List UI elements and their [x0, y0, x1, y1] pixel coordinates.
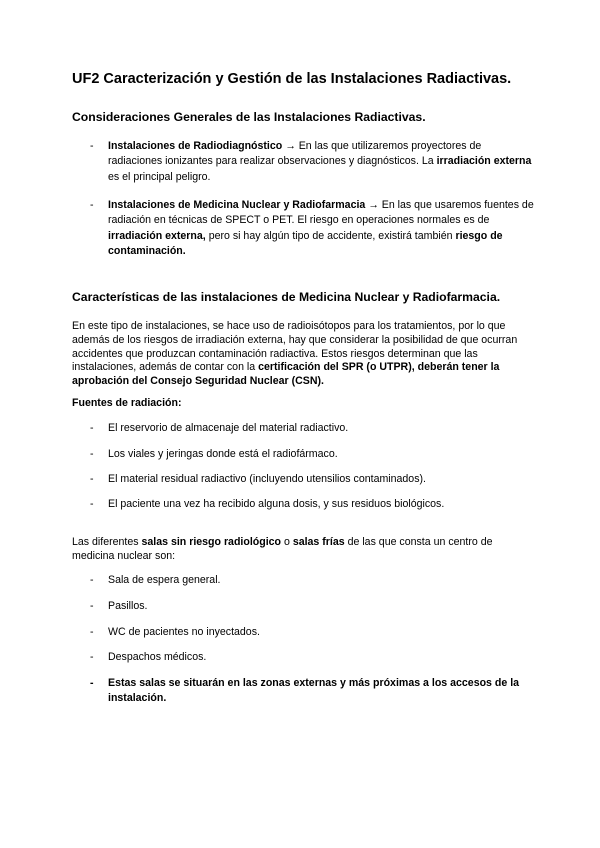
rooms-intro-paragraph: Las diferentes salas sin riesgo radiológico o salas frías de las que consta un centro de medicina nuclear son: [72, 536, 493, 562]
list-dash: - [90, 626, 94, 638]
room-note-item: - Estas salas se situarán en las zonas externas y más próximas a los accesos de la instalación. [90, 677, 520, 705]
list-dash: - [90, 574, 94, 586]
room-item: - Despachos médicos. [72, 650, 534, 665]
list-item-medicina-nuclear [72, 198, 534, 260]
section1-heading: Consideraciones Generales de las Instalaciones Radiactivas. [72, 110, 426, 124]
list-dash: - [90, 199, 94, 211]
room-item: - Pasillos. [72, 599, 534, 614]
list-dash: - [90, 448, 94, 460]
list-dash: - [90, 473, 94, 485]
source-item: - El reservorio de almacenaje del material radiactivo. [72, 421, 534, 436]
list-dash: - [90, 498, 94, 510]
list-dash: - [90, 600, 94, 612]
list-item-text: Instalaciones de Radiodiagnóstico → En las que utilizaremos proyectores de radiaciones ionizantes para realizar observaciones y diagnósticos. La irradiación externa es el principal peligro. [108, 140, 532, 183]
section2-heading: Características de las instalaciones de Medicina Nuclear y Radiofarmacia. [72, 290, 501, 304]
room-item: - WC de pacientes no inyectados. [72, 625, 534, 640]
source-item: - El material residual radiactivo (incluyendo utensilios contaminados). [72, 472, 534, 487]
page-title: UF2 Caracterización y Gestión de las Instalaciones Radiactivas. [72, 71, 512, 87]
list-dash: - [90, 140, 94, 152]
room-item: - Sala de espera general. [72, 573, 534, 588]
list-dash: - [90, 677, 94, 689]
list-item-text: Instalaciones de Medicina Nuclear y Radiofarmacia → En las que usaremos fuentes de radiación en técnicas de SPECT o PET. El riesgo en operaciones normales es de irradiación externa, pero si hay algún tipo de accidente, existirá también riesgo de contaminación. [108, 199, 534, 258]
intro-paragraph: En este tipo de instalaciones, se hace uso de radioisótopos para los tratamientos, por lo que además de los riesgos de irradiación externa, hay que considerar la posibilidad de que ocurran accidentes que produzcan contaminación radiactiva. Estos riesgos determinan que las instalaciones, además de contar con la certificación del SPR (o UTPR), deberán tener la aprobación del Consejo Seguridad Nuclear (CSN). [72, 320, 518, 388]
source-item: - El paciente una vez ha recibido alguna dosis, y sus residuos biológicos. [72, 497, 534, 512]
list-item-radiodiagnostico [72, 139, 534, 185]
list-dash: - [90, 651, 94, 663]
sources-label: Fuentes de radiación: [72, 397, 182, 409]
source-item: - Los viales y jeringas donde está el radiofármaco. [72, 447, 534, 462]
list-dash: - [90, 422, 94, 434]
